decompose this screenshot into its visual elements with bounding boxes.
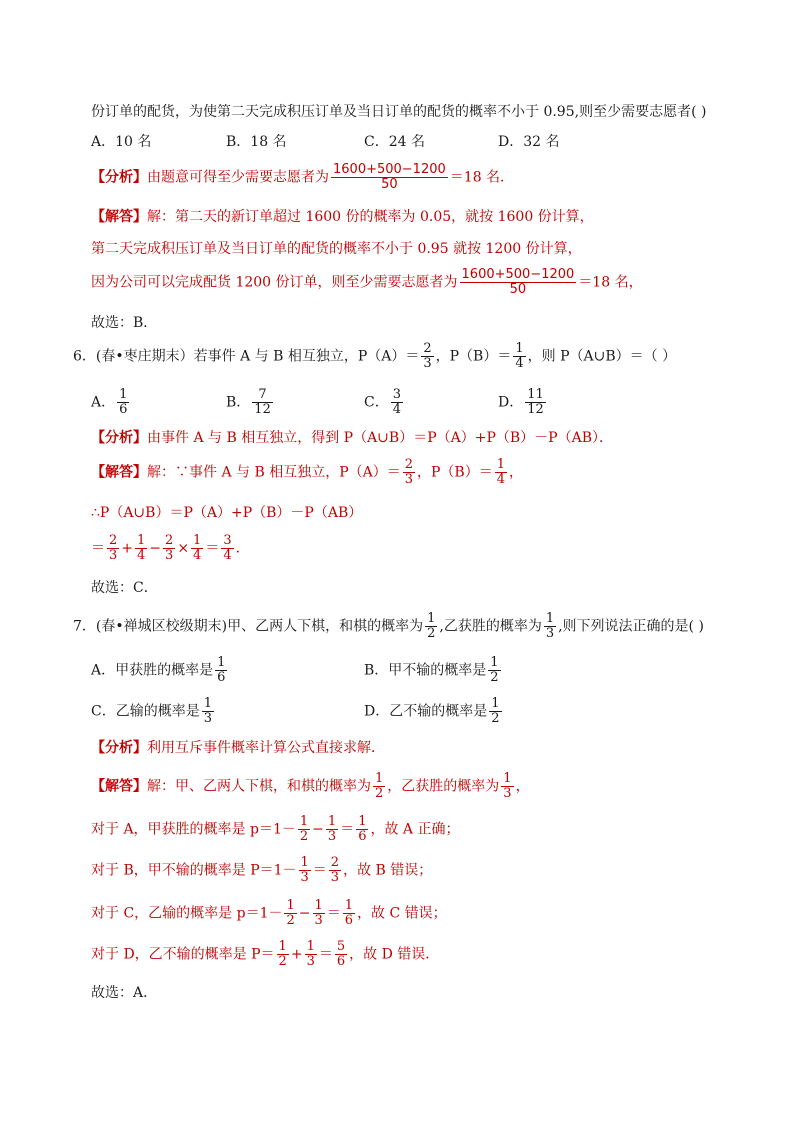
q7-option-b: B．甲不输的概率是 $\frac{1}{2}$ [364,655,499,685]
q7-analysis: 【分析】利用互斥事件概率计算公式直接求解． [91,740,385,756]
q6-answer: 故选：C． [91,580,158,596]
q6-analysis: 【分析】由事件 A 与 B 相互独立，得到 P（A∪B）＝P（A）+P（B）－P（AB）． [91,430,613,446]
q7-option-a: A．甲获胜的概率是 $\frac{1}{6}$ [91,655,226,685]
fraction: $\frac{1600+500-1200}{50}$ [461,267,575,297]
q7-option-d: D．乙不输的概率是 $\frac{1}{2}$ [364,696,500,726]
q7-solution-d: 对于 D，乙不输的概率是 P＝ $\frac{1}{2}$ + $\frac{1}{3}$ ＝ $\frac{5}{6}$ ，故 D 错误． [91,939,440,969]
q7-stem: 7．(春•禅城区校级期末)甲、乙两人下棋，和棋的概率为 $\frac{1}{2}$ ,乙获胜的概率为 $\frac{1}{3}$ ,则下列说法正确的是( ) [73,611,704,641]
q6-option-c: C． $\frac{3}{4}$ [364,387,401,417]
q5-solution-1: 【解答】解：第二天的新订单超过 1600 份的概率为 0.05，就按 1600 份计算， [91,209,594,225]
q6-option-d: D． $\frac{11}{12}$ [498,387,544,417]
q7-solution-a: 对于 A，甲获胜的概率是 p＝1－ $\frac{1}{2}$ − $\frac{1}{3}$ ＝ $\frac{1}{6}$ ，故 A 正确； [91,814,460,844]
q5-analysis: 【分析】由题意可得至少需要志愿者为 $\frac{1600+500-1200}{50}$ ＝18 名． [91,162,515,192]
q6-option-a: A． $\frac{1}{6}$ [91,387,128,417]
q5-option-a: A．10 名 [91,134,152,150]
q7-option-c: C．乙输的概率是 $\frac{1}{3}$ [91,696,212,726]
q6-solution-1: 【解答】解：∵事件 A 与 B 相互独立，P（A）＝ $\frac{2}{3}$ ，P（B）＝ $\frac{1}{4}$ ， [91,457,524,487]
q6-solution-2: ∴P（A∪B）＝P（A）+P（B）－P（AB） [91,505,363,521]
q5-answer: 故选：B． [91,315,158,331]
fraction: $\frac{1600+500-1200}{50}$ [333,162,446,192]
q6-option-b: B． $\frac{7}{12}$ [226,387,271,417]
q7-solution-c: 对于 C，乙输的概率是 p＝1－ $\frac{1}{2}$ − $\frac{1}{3}$ ＝ $\frac{1}{6}$ ，故 C 错误； [91,898,447,928]
q5-option-d: D．32 名 [498,134,560,150]
q5-option-c: C．24 名 [364,134,425,150]
q7-answer: 故选：A． [91,985,158,1001]
q6-stem: 6．(春•枣庄期末）若事件 A 与 B 相互独立，P（A）＝ $\frac{2}{3}$ ，P（B）＝ $\frac{1}{4}$ ，则 P（A∪B）＝（ ） [73,341,677,371]
q5-solution-3: 因为公司可以完成配货 1200 份订单，则至少需要志愿者为 $\frac{1600+500-1200}{50}$ ＝18 名， [91,267,643,297]
q5-option-b: B．18 名 [226,134,287,150]
q6-solution-3: ＝ $\frac{2}{3}$ + $\frac{1}{4}$ − $\frac{2}{3}$ × $\frac{1}{4}$ ＝ $\frac{3}{4}$ ． [91,533,250,563]
q5-stem: 份订单的配货，为使第二天完成积压订单及当日订单的配货的概率不小于 0.95,则至少需要志愿者( ) [91,104,707,120]
q5-solution-2: 第二天完成积压订单及当日订单的配货的概率不小于 0.95 就按 1200 份计算， [91,241,582,257]
q7-solution-b: 对于 B，甲不输的概率是 P＝1－ $\frac{1}{3}$ ＝ $\frac{2}{3}$ ，故 B 错误； [91,855,433,885]
q7-solution-1: 【解答】解：甲、乙两人下棋，和棋的概率为 $\frac{1}{2}$ ，乙获胜的概率为 $\frac{1}{3}$ ， [91,771,530,801]
